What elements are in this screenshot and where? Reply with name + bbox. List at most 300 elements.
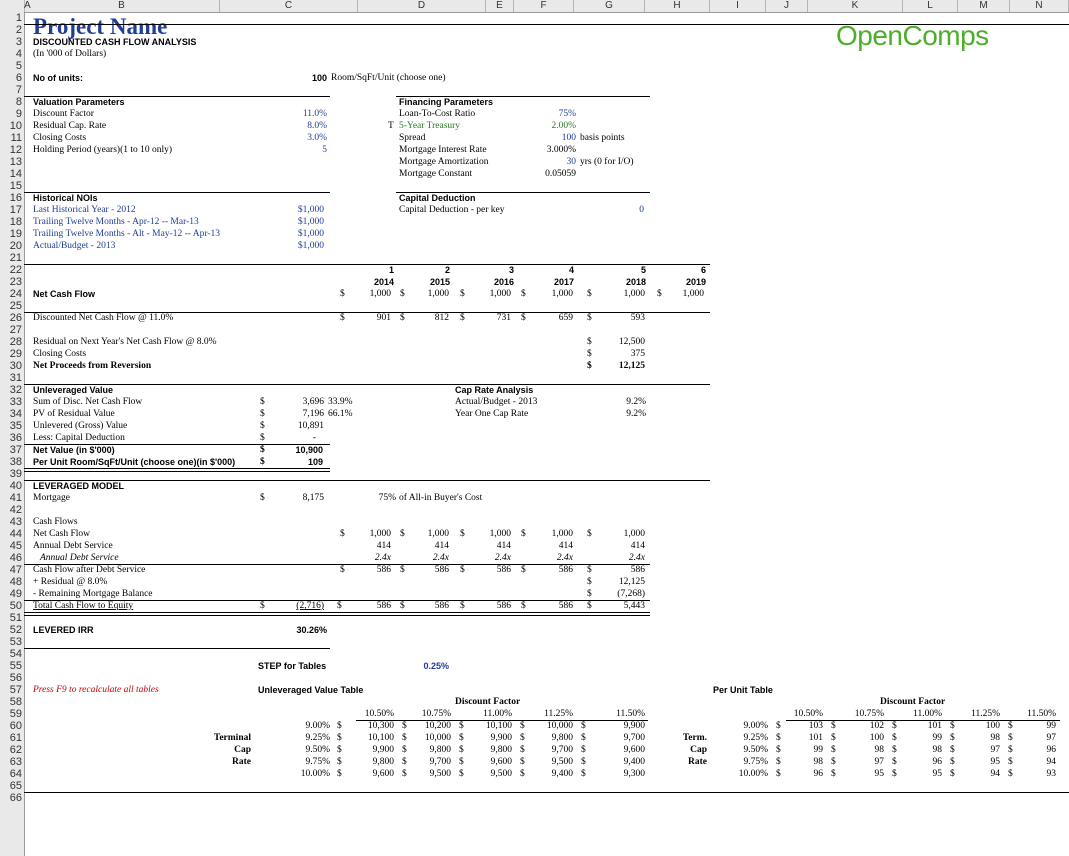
cell[interactable]: 1,000 xyxy=(551,289,573,299)
cell[interactable]: 1,000 xyxy=(551,529,573,539)
row-header[interactable]: 15 xyxy=(9,180,22,192)
currency-symbol[interactable]: $ xyxy=(520,757,525,767)
row-header[interactable]: 42 xyxy=(9,504,22,516)
cell[interactable]: $ xyxy=(400,601,405,611)
cell[interactable]: Closing Costs xyxy=(33,349,87,359)
table-value[interactable]: 9,400 xyxy=(623,757,645,767)
currency-symbol[interactable]: $ xyxy=(831,769,836,779)
cell[interactable]: $1,000 xyxy=(297,217,324,227)
cell[interactable]: 2.4x xyxy=(374,553,391,563)
cell[interactable]: 6 xyxy=(700,265,706,275)
cell[interactable]: 586 xyxy=(630,565,645,575)
row-header[interactable]: 12 xyxy=(9,144,22,156)
table-value[interactable]: 98 xyxy=(990,733,1000,743)
currency-symbol[interactable]: $ xyxy=(831,745,836,755)
currency-symbol[interactable]: $ xyxy=(581,733,586,743)
column-header[interactable]: J xyxy=(766,0,808,12)
table-value[interactable]: 9,400 xyxy=(551,769,573,779)
cell[interactable]: Spread xyxy=(399,133,426,143)
cell[interactable]: Per Unit Room/SqFt/Unit (choose one)(in $'000) xyxy=(33,457,236,467)
table-value[interactable]: 100 xyxy=(869,733,884,743)
cell[interactable]: 2017 xyxy=(553,277,574,287)
cell[interactable]: $ xyxy=(260,409,265,419)
cell[interactable]: $ xyxy=(400,289,405,299)
cell[interactable]: Unleveraged Value xyxy=(33,385,114,395)
cell[interactable]: - xyxy=(312,433,316,443)
cell[interactable]: 2.4x xyxy=(432,553,449,563)
currency-symbol[interactable]: $ xyxy=(337,721,342,731)
cell[interactable]: 5-Year Treasury xyxy=(399,121,461,131)
row-header[interactable]: 59 xyxy=(9,708,22,720)
cell[interactable]: Actual/Budget - 2013 xyxy=(455,397,538,407)
cell[interactable]: Rate xyxy=(232,757,251,767)
cell[interactable]: Net Proceeds from Reversion xyxy=(33,361,152,371)
cell[interactable]: + Residual @ 8.0% xyxy=(33,577,108,587)
currency-symbol[interactable]: $ xyxy=(337,757,342,767)
cell[interactable]: $ xyxy=(521,289,526,299)
column-header[interactable]: N xyxy=(1010,0,1069,12)
cell[interactable]: Discount Factor xyxy=(880,697,946,707)
discount-factor-header[interactable]: 11.50% xyxy=(616,709,645,719)
cell[interactable]: 30 xyxy=(566,157,576,167)
cell[interactable]: 586 xyxy=(496,565,511,575)
table-value[interactable]: 9,600 xyxy=(623,745,645,755)
table-value[interactable]: 103 xyxy=(808,721,823,731)
currency-symbol[interactable]: $ xyxy=(776,745,781,755)
cell[interactable]: 1,000 xyxy=(427,289,449,299)
cell[interactable]: 731 xyxy=(496,313,511,323)
cell[interactable]: Annual Debt Service xyxy=(33,541,113,551)
currency-symbol[interactable]: $ xyxy=(520,721,525,731)
cell[interactable]: $ xyxy=(337,601,342,611)
currency-symbol[interactable]: $ xyxy=(1008,733,1013,743)
row-header[interactable]: 39 xyxy=(9,468,22,480)
row-header[interactable]: 47 xyxy=(9,564,22,576)
table-value[interactable]: 102 xyxy=(869,721,884,731)
table-value[interactable]: 9,700 xyxy=(429,757,451,767)
cell[interactable]: Cap Rate Analysis xyxy=(455,385,534,395)
table-value[interactable]: 10,000 xyxy=(424,733,451,743)
table-value[interactable]: 95 xyxy=(874,769,884,779)
cell[interactable]: (In '000 of Dollars) xyxy=(33,49,107,59)
cell[interactable]: $ xyxy=(521,565,526,575)
cell[interactable]: $ xyxy=(400,529,405,539)
currency-symbol[interactable]: $ xyxy=(831,721,836,731)
discount-factor-header[interactable]: 10.75% xyxy=(854,709,884,719)
cell[interactable]: Cap xyxy=(234,745,251,755)
column-header[interactable]: A xyxy=(24,0,31,11)
row-header[interactable]: 61 xyxy=(9,732,22,744)
cell[interactable]: $ xyxy=(521,529,526,539)
cell[interactable]: Annual Debt Service xyxy=(40,553,119,563)
discount-factor-header[interactable]: 10.50% xyxy=(793,709,823,719)
column-header[interactable]: F xyxy=(514,0,574,12)
cell[interactable]: Discount Factor xyxy=(455,697,521,707)
cell[interactable]: Discount Factor xyxy=(33,109,94,119)
cell[interactable]: $ xyxy=(340,565,345,575)
row-header[interactable]: 26 xyxy=(9,312,22,324)
row-header[interactable]: 36 xyxy=(9,432,22,444)
cell[interactable]: $ xyxy=(340,289,345,299)
cell[interactable]: $ xyxy=(260,433,265,443)
row-header[interactable]: 40 xyxy=(9,480,22,492)
cell[interactable]: 2014 xyxy=(373,277,394,287)
table-value[interactable]: 93 xyxy=(1046,769,1056,779)
cell[interactable]: 812 xyxy=(434,313,449,323)
row-header[interactable]: 62 xyxy=(9,744,22,756)
table-value[interactable]: 9,500 xyxy=(551,757,573,767)
cell[interactable]: Cash Flow after Debt Service xyxy=(33,565,146,575)
cell[interactable]: Terminal xyxy=(213,733,251,743)
column-header[interactable]: E xyxy=(486,0,514,12)
currency-symbol[interactable]: $ xyxy=(892,721,897,731)
cell[interactable]: $ xyxy=(587,289,592,299)
cell[interactable]: STEP for Tables xyxy=(258,661,327,671)
table-value[interactable]: 97 xyxy=(990,745,1000,755)
cell[interactable]: 3 xyxy=(508,265,514,275)
currency-symbol[interactable]: $ xyxy=(892,733,897,743)
cell[interactable]: $ xyxy=(657,289,662,299)
cell[interactable]: (2,716) xyxy=(296,601,324,611)
cell[interactable]: 7,196 xyxy=(302,409,324,419)
currency-symbol[interactable]: $ xyxy=(1008,757,1013,767)
cell[interactable]: PV of Residual Value xyxy=(33,409,115,419)
cell[interactable]: $ xyxy=(460,529,465,539)
currency-symbol[interactable]: $ xyxy=(520,745,525,755)
cap-rate-header[interactable]: 10.00% xyxy=(300,769,330,779)
row-header[interactable]: 23 xyxy=(9,276,22,288)
row-header[interactable]: 48 xyxy=(9,576,22,588)
currency-symbol[interactable]: $ xyxy=(1008,769,1013,779)
currency-symbol[interactable]: $ xyxy=(459,769,464,779)
cell[interactable]: DISCOUNTED CASH FLOW ANALYSIS xyxy=(33,37,197,47)
table-value[interactable]: 99 xyxy=(813,745,823,755)
cell[interactable]: $ xyxy=(587,349,592,359)
row-header[interactable]: 33 xyxy=(9,396,22,408)
cell[interactable]: 586 xyxy=(434,565,449,575)
cell[interactable]: $1,000 xyxy=(297,205,324,215)
cell[interactable]: 1,000 xyxy=(489,289,511,299)
table-value[interactable]: 9,900 xyxy=(623,721,645,731)
cell[interactable]: 9.2% xyxy=(626,397,646,407)
cell[interactable]: $ xyxy=(260,601,265,611)
cell[interactable]: 5,443 xyxy=(623,601,645,611)
currency-symbol[interactable]: $ xyxy=(1008,745,1013,755)
row-header[interactable]: 54 xyxy=(9,648,22,660)
cell[interactable]: Mortgage Amortization xyxy=(399,157,489,167)
row-header[interactable]: 55 xyxy=(9,660,22,672)
row-header[interactable]: 44 xyxy=(9,528,22,540)
cell[interactable]: 1,000 xyxy=(369,289,391,299)
cell[interactable]: Net Cash Flow xyxy=(33,289,96,299)
cell[interactable]: Mortgage Constant xyxy=(399,169,473,179)
table-value[interactable]: 10,100 xyxy=(485,721,512,731)
row-header[interactable]: 3 xyxy=(15,36,22,48)
cell[interactable]: $ xyxy=(260,397,265,407)
row-header[interactable]: 28 xyxy=(9,336,22,348)
table-value[interactable]: 9,800 xyxy=(490,745,512,755)
table-value[interactable]: 9,700 xyxy=(551,745,573,755)
cell[interactable]: $ xyxy=(587,529,592,539)
row-header[interactable]: 22 xyxy=(9,264,22,276)
cell[interactable]: 12,125 xyxy=(618,361,645,371)
cell[interactable]: 3.000% xyxy=(546,145,576,155)
cell[interactable]: 586 xyxy=(558,565,573,575)
cell[interactable]: 9.2% xyxy=(626,409,646,419)
cell[interactable]: LEVERAGED MODEL xyxy=(33,481,125,491)
row-header[interactable]: 45 xyxy=(9,540,22,552)
cell[interactable]: 2019 xyxy=(685,277,706,287)
table-value[interactable]: 9,500 xyxy=(490,769,512,779)
row-header[interactable]: 64 xyxy=(9,768,22,780)
cell[interactable]: 2018 xyxy=(625,277,646,287)
currency-symbol[interactable]: $ xyxy=(459,721,464,731)
cell[interactable]: 12,125 xyxy=(618,577,645,587)
currency-symbol[interactable]: $ xyxy=(892,757,897,767)
table-value[interactable]: 100 xyxy=(985,721,1000,731)
cell[interactable]: $ xyxy=(460,289,465,299)
cell[interactable]: $ xyxy=(340,313,345,323)
cell[interactable]: 2 xyxy=(444,265,450,275)
cell[interactable]: 66.1% xyxy=(328,409,353,419)
cell[interactable]: $ xyxy=(587,361,592,371)
cell[interactable]: Capital Deduction - per key xyxy=(399,205,505,215)
cell[interactable]: Cash Flows xyxy=(33,517,78,527)
discount-factor-header[interactable]: 10.75% xyxy=(421,709,451,719)
table-value[interactable]: 10,300 xyxy=(367,721,394,731)
table-value[interactable]: 9,800 xyxy=(551,733,573,743)
cell[interactable]: $ xyxy=(587,589,592,599)
table-value[interactable]: 96 xyxy=(813,769,823,779)
cell[interactable]: $ xyxy=(400,565,405,575)
table-value[interactable]: 96 xyxy=(1046,745,1056,755)
column-header[interactable]: K xyxy=(808,0,903,12)
cell[interactable]: 3.0% xyxy=(307,133,327,143)
cell[interactable]: 33.9% xyxy=(328,397,353,407)
cell[interactable]: $ xyxy=(460,601,465,611)
row-header[interactable]: 8 xyxy=(15,96,22,108)
table-value[interactable]: 9,700 xyxy=(623,733,645,743)
row-header[interactable]: 46 xyxy=(9,552,22,564)
discount-factor-header[interactable]: 10.50% xyxy=(364,709,394,719)
row-header[interactable]: 16 xyxy=(9,192,22,204)
column-header[interactable]: D xyxy=(358,0,486,12)
cell[interactable]: 593 xyxy=(630,313,645,323)
cell[interactable]: 11.0% xyxy=(302,109,327,119)
cell[interactable]: 0.25% xyxy=(423,661,449,671)
table-value[interactable]: 99 xyxy=(932,733,942,743)
cell[interactable]: 2015 xyxy=(429,277,450,287)
cell[interactable]: 586 xyxy=(496,601,511,611)
currency-symbol[interactable]: $ xyxy=(337,745,342,755)
cell[interactable]: $ xyxy=(587,313,592,323)
currency-symbol[interactable]: $ xyxy=(402,757,407,767)
cell[interactable]: 414 xyxy=(558,541,573,551)
cell[interactable]: Historical NOIs xyxy=(33,193,98,203)
cell[interactable]: Residual on Next Year's Net Cash Flow @ 8.0% xyxy=(33,337,217,347)
cell[interactable]: $ xyxy=(587,601,592,611)
currency-symbol[interactable]: $ xyxy=(950,757,955,767)
row-header[interactable]: 43 xyxy=(9,516,22,528)
table-value[interactable]: 9,900 xyxy=(490,733,512,743)
cell[interactable]: (7,268) xyxy=(617,589,645,599)
row-header[interactable]: 32 xyxy=(9,384,22,396)
cell[interactable]: 2.4x xyxy=(494,553,511,563)
cell[interactable]: 2.4x xyxy=(556,553,573,563)
table-value[interactable]: 98 xyxy=(874,745,884,755)
row-header[interactable]: 24 xyxy=(9,288,22,300)
table-value[interactable]: 101 xyxy=(808,733,823,743)
currency-symbol[interactable]: $ xyxy=(459,733,464,743)
table-value[interactable]: 97 xyxy=(1046,733,1056,743)
cell[interactable]: - Remaining Mortgage Balance xyxy=(33,589,153,599)
currency-symbol[interactable]: $ xyxy=(581,757,586,767)
cell[interactable]: Holding Period (years)(1 to 10 only) xyxy=(33,145,173,155)
cell[interactable]: 5 xyxy=(322,145,327,155)
cell[interactable]: 1 xyxy=(388,265,394,275)
cell[interactable]: T xyxy=(388,121,394,131)
table-value[interactable]: 9,800 xyxy=(372,757,394,767)
cap-rate-header[interactable]: 9.50% xyxy=(305,745,330,755)
row-header[interactable]: 41 xyxy=(9,492,22,504)
cell[interactable]: $ xyxy=(521,313,526,323)
cell[interactable]: 1,000 xyxy=(369,529,391,539)
row-header[interactable]: 60 xyxy=(9,720,22,732)
cap-rate-header[interactable]: 9.00% xyxy=(305,721,330,731)
currency-symbol[interactable]: $ xyxy=(776,769,781,779)
table-value[interactable]: 95 xyxy=(990,757,1000,767)
cell[interactable]: Total Cash Flow to Equity xyxy=(33,601,134,611)
currency-symbol[interactable]: $ xyxy=(581,721,586,731)
table-value[interactable]: 94 xyxy=(990,769,1000,779)
currency-symbol[interactable]: $ xyxy=(831,757,836,767)
cell[interactable]: 109 xyxy=(307,457,323,467)
table-value[interactable]: 9,500 xyxy=(429,769,451,779)
cell[interactable]: Residual Cap. Rate xyxy=(33,121,107,131)
row-header[interactable]: 6 xyxy=(15,72,22,84)
cap-rate-header[interactable]: 10.00% xyxy=(738,769,768,779)
row-header[interactable]: 7 xyxy=(15,84,22,96)
row-header[interactable]: 25 xyxy=(9,300,22,312)
cell[interactable]: Year One Cap Rate xyxy=(455,409,529,419)
row-header[interactable]: 63 xyxy=(9,756,22,768)
discount-factor-header[interactable]: 11.50% xyxy=(1027,709,1056,719)
cell[interactable]: yrs (0 for I/O) xyxy=(580,157,634,167)
cell[interactable]: 901 xyxy=(376,313,391,323)
currency-symbol[interactable]: $ xyxy=(402,721,407,731)
cell[interactable]: 1,000 xyxy=(427,529,449,539)
cell[interactable]: $ xyxy=(340,529,345,539)
currency-symbol[interactable]: $ xyxy=(950,769,955,779)
table-value[interactable]: 9,800 xyxy=(429,745,451,755)
cell[interactable]: $ xyxy=(260,493,265,503)
discount-factor-header[interactable]: 11.00% xyxy=(913,709,942,719)
row-header[interactable]: 37 xyxy=(9,444,22,456)
currency-symbol[interactable]: $ xyxy=(892,769,897,779)
cell[interactable]: 5 xyxy=(640,265,646,275)
currency-symbol[interactable]: $ xyxy=(1008,721,1013,731)
currency-symbol[interactable]: $ xyxy=(831,733,836,743)
cell[interactable]: Valuation Parameters xyxy=(33,97,125,107)
cell[interactable]: 659 xyxy=(558,313,573,323)
cell[interactable]: 3,696 xyxy=(302,397,324,407)
row-header[interactable]: 1 xyxy=(15,12,22,24)
row-header[interactable]: 34 xyxy=(9,408,22,420)
cell[interactable]: basis points xyxy=(580,133,625,143)
cell[interactable]: $1,000 xyxy=(297,229,324,239)
cell[interactable]: Room/SqFt/Unit (choose one) xyxy=(331,73,446,83)
row-header[interactable]: 11 xyxy=(10,132,22,144)
cap-rate-header[interactable]: 9.00% xyxy=(743,721,768,731)
cell[interactable]: 75% xyxy=(558,109,576,119)
currency-symbol[interactable]: $ xyxy=(520,769,525,779)
currency-symbol[interactable]: $ xyxy=(402,769,407,779)
cell[interactable]: 30.26% xyxy=(296,625,327,635)
row-header[interactable]: 5 xyxy=(15,60,22,72)
row-header[interactable]: 53 xyxy=(9,636,22,648)
cell[interactable]: Closing Costs xyxy=(33,133,87,143)
row-header[interactable]: 17 xyxy=(9,204,22,216)
cell[interactable]: Net Value (in $'000) xyxy=(33,445,115,455)
row-header[interactable]: 2 xyxy=(15,24,22,36)
currency-symbol[interactable]: $ xyxy=(459,757,464,767)
row-header[interactable]: 20 xyxy=(9,240,22,252)
cell[interactable]: 1,000 xyxy=(623,289,645,299)
table-value[interactable]: 96 xyxy=(932,757,942,767)
cell[interactable]: $ xyxy=(460,313,465,323)
cell[interactable]: Capital Deduction xyxy=(399,193,476,203)
table-value[interactable]: 99 xyxy=(1046,721,1056,731)
row-header[interactable]: 65 xyxy=(9,780,22,792)
table-value[interactable]: 9,600 xyxy=(372,769,394,779)
currency-symbol[interactable]: $ xyxy=(402,745,407,755)
currency-symbol[interactable]: $ xyxy=(402,733,407,743)
cell[interactable]: $ xyxy=(400,313,405,323)
row-header[interactable]: 66 xyxy=(9,792,22,804)
currency-symbol[interactable]: $ xyxy=(581,769,586,779)
cap-rate-header[interactable]: 9.75% xyxy=(305,757,330,767)
cell[interactable]: Cap xyxy=(690,745,707,755)
cell[interactable]: Unleveraged Value Table xyxy=(258,685,364,695)
currency-symbol[interactable]: $ xyxy=(776,757,781,767)
cell[interactable]: 414 xyxy=(434,541,449,551)
column-header[interactable]: M xyxy=(958,0,1010,12)
cell[interactable]: Sum of Disc. Net Cash Flow xyxy=(33,397,143,407)
table-value[interactable]: 98 xyxy=(932,745,942,755)
table-value[interactable]: 10,100 xyxy=(367,733,394,743)
cell[interactable]: Financing Parameters xyxy=(399,97,494,107)
cell[interactable]: 10,900 xyxy=(295,445,323,455)
column-header[interactable]: L xyxy=(903,0,958,12)
cap-rate-header[interactable]: 9.50% xyxy=(743,745,768,755)
cell[interactable]: 8,175 xyxy=(302,493,324,503)
cell[interactable]: Rate xyxy=(688,757,707,767)
project-title[interactable]: Project Name xyxy=(33,14,168,39)
row-header[interactable]: 50 xyxy=(9,600,22,612)
table-value[interactable]: 9,900 xyxy=(372,745,394,755)
cell[interactable]: 10,891 xyxy=(297,421,324,431)
table-value[interactable]: 10,200 xyxy=(424,721,451,731)
cell[interactable]: 586 xyxy=(376,601,391,611)
cell[interactable]: Net Cash Flow xyxy=(33,529,90,539)
cell[interactable]: 586 xyxy=(558,601,573,611)
cell[interactable]: 8.0% xyxy=(307,121,327,131)
cell[interactable]: $ xyxy=(260,421,265,431)
cell[interactable]: Unlevered (Gross) Value xyxy=(33,421,128,431)
cell[interactable]: 1,000 xyxy=(489,529,511,539)
row-header[interactable]: 14 xyxy=(9,168,22,180)
currency-symbol[interactable]: $ xyxy=(950,745,955,755)
